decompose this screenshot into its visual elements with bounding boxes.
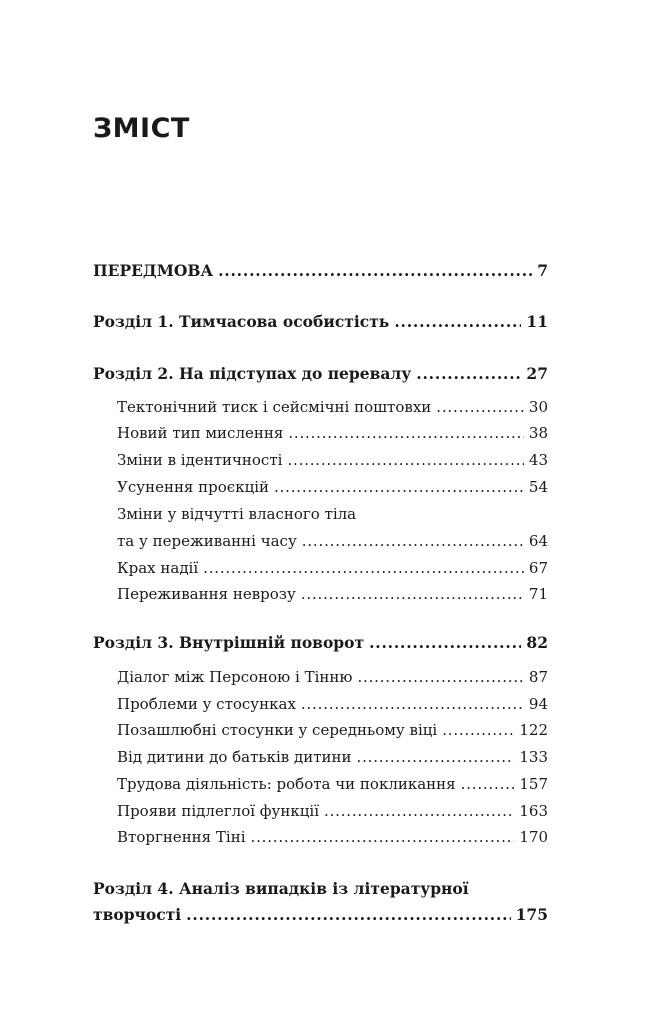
toc-section[interactable] <box>117 559 548 577</box>
dot-leader <box>394 313 521 332</box>
toc-entry-chapter-4[interactable] <box>93 906 548 925</box>
toc-section-title: Тектонічний тиск і сейсмічні поштовхи <box>117 398 432 416</box>
toc-section-page: 122 <box>519 721 548 739</box>
toc-section-title: Переживання неврозу <box>117 585 296 603</box>
dot-leader <box>357 748 515 766</box>
toc-section[interactable] <box>117 451 548 469</box>
toc-section-title: Проблеми у стосунках <box>117 695 296 713</box>
toc-entry-chapter-3[interactable] <box>93 634 548 653</box>
toc-section-title-line-1: Зміни у відчутті власного тіла <box>117 505 357 523</box>
toc-section-title: Зміни в ідентичності <box>117 451 283 469</box>
toc-section-page: 133 <box>519 748 548 766</box>
toc-section-title: Вторгнення Тіні <box>117 828 246 846</box>
dot-leader <box>324 802 514 820</box>
toc-entry-page: 175 <box>515 905 548 924</box>
dot-leader <box>416 365 521 384</box>
toc-section-title: Прояви підлеглої функції <box>117 802 319 820</box>
toc-section[interactable] <box>117 668 548 686</box>
toc-section[interactable] <box>117 398 548 416</box>
toc-section-page: 54 <box>528 478 548 496</box>
toc-section[interactable] <box>117 748 548 766</box>
toc-entry-title: ПЕРЕДМОВА <box>93 261 214 280</box>
dot-leader <box>369 634 521 653</box>
toc-section[interactable] <box>117 585 548 603</box>
toc-section[interactable] <box>117 695 548 713</box>
dot-leader <box>442 721 514 739</box>
toc-section-page: 94 <box>528 695 548 713</box>
dot-leader <box>274 478 524 496</box>
toc-entry-page: 7 <box>537 261 548 280</box>
toc-section-title: Позашлюбні стосунки у середньому віці <box>117 721 438 739</box>
dot-leader <box>251 828 515 846</box>
toc-section-page: 67 <box>528 559 548 577</box>
toc-section[interactable] <box>117 478 548 496</box>
toc-entry-title: творчості <box>93 905 182 924</box>
toc-entry-title: Розділ 3. Внутрішній поворот <box>93 633 365 652</box>
toc-section-title: Усунення проєкцій <box>117 478 270 496</box>
dot-leader <box>203 559 524 577</box>
toc-section-page: 71 <box>528 585 548 603</box>
toc-entry-chapter-2[interactable] <box>93 365 548 384</box>
toc-section-page: 43 <box>528 451 548 469</box>
toc-section-title: Діалог між Персоною і Тінню <box>117 668 353 686</box>
toc-section-page: 64 <box>528 532 548 550</box>
dot-leader <box>186 906 510 925</box>
toc-section[interactable] <box>117 721 548 739</box>
toc-entry-title: Розділ 2. На підступах до перевалу <box>93 364 412 383</box>
toc-entry-chapter-4-line-1: Розділ 4. Аналіз випадків із літературної <box>93 879 469 898</box>
toc-section-title: Від дитини до батьків дитини <box>117 748 352 766</box>
dot-leader <box>301 695 524 713</box>
toc-section[interactable] <box>117 828 548 846</box>
dot-leader <box>218 262 532 281</box>
toc-section-page: 163 <box>519 802 548 820</box>
toc-section[interactable] <box>117 802 548 820</box>
toc-section-title: Новий тип мислення <box>117 424 284 442</box>
toc-section-page: 170 <box>519 828 548 846</box>
toc-section[interactable] <box>117 775 548 793</box>
dot-leader <box>287 451 523 469</box>
toc-section-page: 87 <box>528 668 548 686</box>
toc-section-page: 157 <box>519 775 548 793</box>
toc-entry-page: 27 <box>526 364 548 383</box>
dot-leader <box>461 775 515 793</box>
dot-leader <box>357 668 523 686</box>
toc-section-title: та у переживанні часу <box>117 532 297 550</box>
toc-section-page: 38 <box>528 424 548 442</box>
toc-entry-title: Розділ 1. Тимчасова особистість <box>93 312 390 331</box>
dot-leader <box>288 424 524 442</box>
toc-entry-page: 82 <box>526 633 548 652</box>
toc-entry-page: 11 <box>526 312 548 331</box>
toc-section-title: Крах надії <box>117 559 199 577</box>
toc-section[interactable] <box>117 532 548 550</box>
toc-section-title: Трудова діяльність: робота чи покликання <box>117 775 456 793</box>
toc-section[interactable] <box>117 424 548 442</box>
dot-leader <box>302 532 524 550</box>
toc-entry-foreword[interactable] <box>93 262 548 281</box>
page-title: ЗМІСТ <box>93 113 190 144</box>
dot-leader <box>436 398 524 416</box>
toc-entry-chapter-1[interactable] <box>93 313 548 332</box>
toc-section-page: 30 <box>528 398 548 416</box>
dot-leader <box>301 585 524 603</box>
